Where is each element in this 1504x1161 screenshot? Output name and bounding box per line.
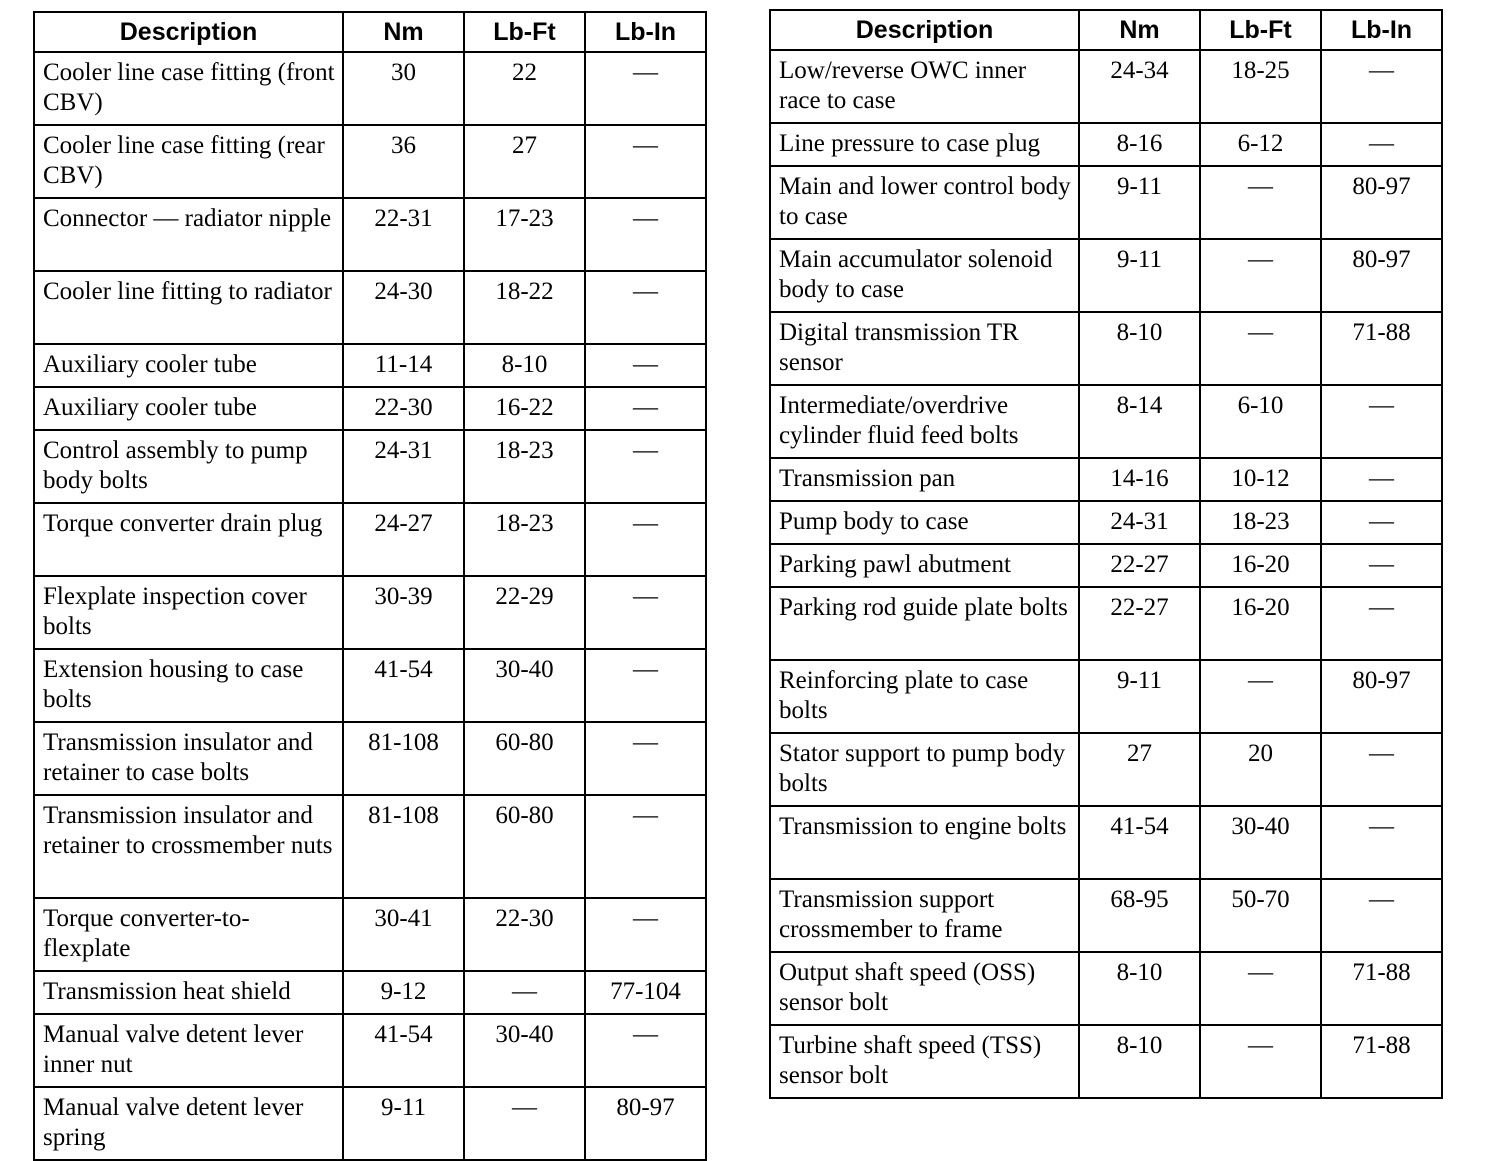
nm-cell: 30-41	[343, 898, 464, 971]
table-row	[770, 952, 1442, 1025]
table-row	[770, 879, 1442, 952]
table-row	[34, 1014, 706, 1087]
nm-cell: 24-30	[343, 271, 464, 344]
lb-ft-cell: 17-23	[464, 198, 585, 271]
table-row	[34, 795, 706, 898]
table-row	[770, 166, 1442, 239]
lb-ft-cell: 30-40	[464, 1014, 585, 1087]
table-row	[34, 52, 706, 125]
lb-in-cell: 71-88	[1321, 1025, 1442, 1098]
nm-cell: 14-16	[1079, 458, 1200, 501]
lb-in-cell: —	[1321, 806, 1442, 879]
table-row	[770, 587, 1442, 660]
lb-ft-cell: 16-22	[464, 387, 585, 430]
nm-cell: 24-34	[1079, 50, 1200, 123]
lb-in-cell: —	[585, 125, 706, 198]
lb-in-cell: —	[585, 576, 706, 649]
lb-in-cell: —	[585, 722, 706, 795]
lb-ft-cell: 18-23	[464, 503, 585, 576]
lb-ft-cell: 18-23	[1200, 501, 1321, 544]
description-cell: Main and lower control body to case	[770, 166, 1079, 239]
nm-cell: 81-108	[343, 795, 464, 898]
lb-in-cell: —	[585, 649, 706, 722]
lb-ft-cell: 8-10	[464, 344, 585, 387]
header-lb-in: Lb-In	[585, 12, 706, 52]
lb-in-cell: —	[585, 198, 706, 271]
lb-ft-cell: 10-12	[1200, 458, 1321, 501]
nm-cell: 9-11	[1079, 239, 1200, 312]
nm-cell: 30-39	[343, 576, 464, 649]
lb-ft-cell: 60-80	[464, 722, 585, 795]
lb-in-cell: —	[1321, 385, 1442, 458]
header-lb-ft: Lb-Ft	[464, 12, 585, 52]
description-cell: Main accumulator solenoid body to case	[770, 239, 1079, 312]
lb-in-cell: —	[1321, 544, 1442, 587]
table-row	[34, 430, 706, 503]
description-cell: Manual valve detent lever inner nut	[34, 1014, 343, 1087]
torque-table-right	[769, 9, 1443, 1099]
lb-ft-cell: 22	[464, 52, 585, 125]
lb-in-cell: —	[1321, 733, 1442, 806]
nm-cell: 27	[1079, 733, 1200, 806]
lb-in-cell: —	[585, 387, 706, 430]
lb-ft-cell: 50-70	[1200, 879, 1321, 952]
table-row	[34, 271, 706, 344]
description-cell: Torque converter drain plug	[34, 503, 343, 576]
table-row	[34, 198, 706, 271]
description-cell: Reinforcing plate to case bolts	[770, 660, 1079, 733]
lb-ft-cell: —	[1200, 660, 1321, 733]
description-cell: Transmission insulator and retainer to case bolts	[34, 722, 343, 795]
description-cell: Auxiliary cooler tube	[34, 344, 343, 387]
lb-in-cell: 71-88	[1321, 312, 1442, 385]
table-row	[770, 50, 1442, 123]
description-cell: Connector — radiator nipple	[34, 198, 343, 271]
lb-in-cell: —	[585, 795, 706, 898]
lb-in-cell: —	[1321, 879, 1442, 952]
description-cell: Turbine shaft speed (TSS) sensor bolt	[770, 1025, 1079, 1098]
nm-cell: 22-31	[343, 198, 464, 271]
lb-in-cell: 80-97	[1321, 166, 1442, 239]
lb-ft-cell: 18-22	[464, 271, 585, 344]
table-row	[770, 312, 1442, 385]
lb-ft-cell: 30-40	[1200, 806, 1321, 879]
description-cell: Torque converter-to-flexplate	[34, 898, 343, 971]
lb-ft-cell: 18-23	[464, 430, 585, 503]
nm-cell: 9-11	[343, 1087, 464, 1160]
lb-in-cell: 77-104	[585, 971, 706, 1014]
table-row	[34, 722, 706, 795]
nm-cell: 11-14	[343, 344, 464, 387]
table-body	[770, 50, 1442, 1098]
nm-cell: 9-11	[1079, 166, 1200, 239]
nm-cell: 41-54	[343, 1014, 464, 1087]
table-row	[34, 576, 706, 649]
description-cell: Intermediate/overdrive cylinder fluid feed bolts	[770, 385, 1079, 458]
description-cell: Flexplate inspection cover bolts	[34, 576, 343, 649]
nm-cell: 41-54	[1079, 806, 1200, 879]
lb-in-cell: —	[1321, 501, 1442, 544]
lb-in-cell: —	[585, 52, 706, 125]
description-cell: Low/reverse OWC inner race to case	[770, 50, 1079, 123]
lb-ft-cell: —	[1200, 952, 1321, 1025]
nm-cell: 22-27	[1079, 587, 1200, 660]
table-row	[770, 239, 1442, 312]
table-row	[770, 733, 1442, 806]
table-row	[770, 385, 1442, 458]
description-cell: Transmission to engine bolts	[770, 806, 1079, 879]
nm-cell: 8-10	[1079, 952, 1200, 1025]
nm-cell: 8-14	[1079, 385, 1200, 458]
nm-cell: 24-27	[343, 503, 464, 576]
lb-ft-cell: 22-29	[464, 576, 585, 649]
lb-in-cell: —	[585, 503, 706, 576]
nm-cell: 8-10	[1079, 312, 1200, 385]
description-cell: Output shaft speed (OSS) sensor bolt	[770, 952, 1079, 1025]
nm-cell: 24-31	[343, 430, 464, 503]
description-cell: Transmission insulator and retainer to crossmember nuts	[34, 795, 343, 898]
nm-cell: 8-10	[1079, 1025, 1200, 1098]
lb-in-cell: —	[585, 898, 706, 971]
table-row	[770, 1025, 1442, 1098]
description-cell: Parking pawl abutment	[770, 544, 1079, 587]
lb-in-cell: —	[585, 271, 706, 344]
nm-cell: 22-27	[1079, 544, 1200, 587]
lb-in-cell: —	[1321, 123, 1442, 166]
header-description: Description	[770, 10, 1079, 50]
description-cell: Cooler line fitting to radiator	[34, 271, 343, 344]
torque-table-left	[33, 11, 707, 1161]
nm-cell: 8-16	[1079, 123, 1200, 166]
nm-cell: 81-108	[343, 722, 464, 795]
lb-ft-cell: 27	[464, 125, 585, 198]
table-row	[34, 387, 706, 430]
description-cell: Transmission pan	[770, 458, 1079, 501]
table-row	[770, 544, 1442, 587]
description-cell: Cooler line case fitting (front CBV)	[34, 52, 343, 125]
header-lb-ft: Lb-Ft	[1200, 10, 1321, 50]
lb-ft-cell: —	[1200, 312, 1321, 385]
lb-ft-cell: 16-20	[1200, 587, 1321, 660]
nm-cell: 9-11	[1079, 660, 1200, 733]
lb-ft-cell: —	[464, 1087, 585, 1160]
table-row	[34, 1087, 706, 1160]
lb-ft-cell: 60-80	[464, 795, 585, 898]
lb-in-cell: 80-97	[1321, 239, 1442, 312]
lb-ft-cell: 6-12	[1200, 123, 1321, 166]
lb-ft-cell: 6-10	[1200, 385, 1321, 458]
table-row	[770, 806, 1442, 879]
nm-cell: 36	[343, 125, 464, 198]
lb-in-cell: —	[1321, 587, 1442, 660]
description-cell: Pump body to case	[770, 501, 1079, 544]
description-cell: Line pressure to case plug	[770, 123, 1079, 166]
description-cell: Manual valve detent lever spring	[34, 1087, 343, 1160]
lb-in-cell: —	[585, 430, 706, 503]
header-nm: Nm	[343, 12, 464, 52]
description-cell: Auxiliary cooler tube	[34, 387, 343, 430]
lb-ft-cell: 30-40	[464, 649, 585, 722]
nm-cell: 68-95	[1079, 879, 1200, 952]
lb-ft-cell: —	[464, 971, 585, 1014]
description-cell: Control assembly to pump body bolts	[34, 430, 343, 503]
lb-ft-cell: 20	[1200, 733, 1321, 806]
description-cell: Extension housing to case bolts	[34, 649, 343, 722]
header-description: Description	[34, 12, 343, 52]
lb-in-cell: 80-97	[1321, 660, 1442, 733]
lb-ft-cell: 18-25	[1200, 50, 1321, 123]
description-cell: Digital transmission TR sensor	[770, 312, 1079, 385]
lb-ft-cell: —	[1200, 1025, 1321, 1098]
description-cell: Parking rod guide plate bolts	[770, 587, 1079, 660]
description-cell: Transmission support crossmember to frame	[770, 879, 1079, 952]
header-lb-in: Lb-In	[1321, 10, 1442, 50]
table-row	[34, 649, 706, 722]
lb-in-cell: —	[585, 344, 706, 387]
header-row	[34, 12, 706, 52]
lb-in-cell: —	[1321, 50, 1442, 123]
lb-in-cell: 80-97	[585, 1087, 706, 1160]
nm-cell: 41-54	[343, 649, 464, 722]
table-row	[34, 971, 706, 1014]
header-nm: Nm	[1079, 10, 1200, 50]
lb-ft-cell: 22-30	[464, 898, 585, 971]
nm-cell: 30	[343, 52, 464, 125]
lb-in-cell: —	[1321, 458, 1442, 501]
lb-in-cell: —	[585, 1014, 706, 1087]
lb-ft-cell: 16-20	[1200, 544, 1321, 587]
table-body	[34, 52, 706, 1160]
description-cell: Cooler line case fitting (rear CBV)	[34, 125, 343, 198]
table-row	[770, 123, 1442, 166]
nm-cell: 24-31	[1079, 501, 1200, 544]
header-row	[770, 10, 1442, 50]
table-row	[770, 660, 1442, 733]
description-cell: Stator support to pump body bolts	[770, 733, 1079, 806]
lb-ft-cell: —	[1200, 239, 1321, 312]
nm-cell: 22-30	[343, 387, 464, 430]
lb-in-cell: 71-88	[1321, 952, 1442, 1025]
lb-ft-cell: —	[1200, 166, 1321, 239]
table-row	[34, 344, 706, 387]
nm-cell: 9-12	[343, 971, 464, 1014]
description-cell: Transmission heat shield	[34, 971, 343, 1014]
table-row	[34, 898, 706, 971]
table-row	[34, 503, 706, 576]
table-row	[770, 458, 1442, 501]
table-row	[34, 125, 706, 198]
table-row	[770, 501, 1442, 544]
